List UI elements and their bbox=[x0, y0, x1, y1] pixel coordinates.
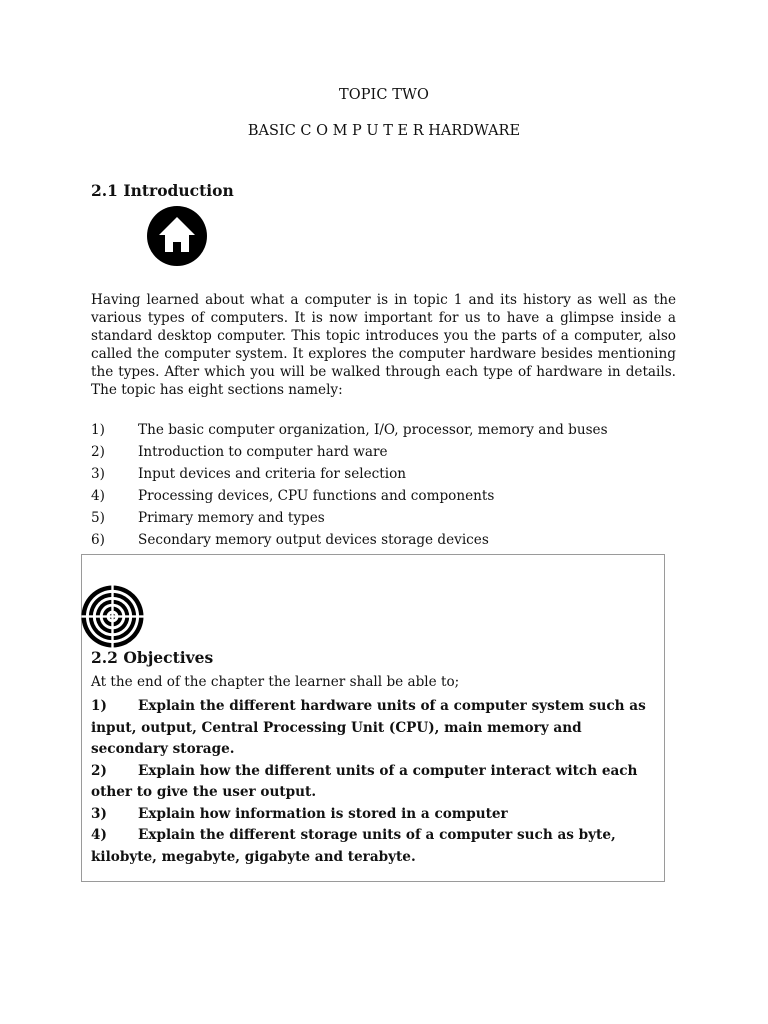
sections-list bbox=[91, 421, 676, 553]
list-item bbox=[91, 465, 676, 487]
target-icon bbox=[81, 585, 144, 648]
objectives-heading: 2.2 Objectives bbox=[91, 648, 214, 667]
list-item bbox=[91, 443, 676, 465]
list-item bbox=[91, 509, 676, 531]
list-item bbox=[91, 825, 656, 868]
list-item bbox=[91, 696, 656, 761]
list-item-number: 4) bbox=[91, 827, 107, 843]
page-subtitle: BASIC C O M P U T E R HARDWARE bbox=[247, 123, 521, 139]
list-item-text: Processing devices, CPU functions and components bbox=[138, 488, 495, 504]
list-item bbox=[91, 761, 656, 804]
home-icon bbox=[146, 205, 208, 267]
list-item bbox=[91, 487, 676, 509]
list-item-text: Secondary memory output devices storage devices bbox=[138, 532, 489, 548]
list-item-text: Input devices and criteria for selection bbox=[138, 466, 407, 482]
introduction-paragraph: Having learned about what a computer is in topic 1 and its history as well as the various types of computers. It is now important for us to have a glimpse inside a standard desktop computer. This topic introduces you the parts of a computer, also called the computer system. It explores the computer hardware besides mentioning the types. After which you will be walked through each type of hardware in details. The topic has eight sections namely: bbox=[91, 292, 676, 398]
objectives-intro: At the end of the chapter the learner shall be able to; bbox=[91, 674, 460, 690]
page-title: TOPIC TWO bbox=[338, 87, 430, 103]
list-item-text: Explain the different hardware units of a computer system such as input, output, Central Processing Unit (CPU), main memory and secondary storage. bbox=[91, 698, 646, 757]
list-item-number: 1) bbox=[91, 422, 105, 438]
list-item-text: Explain the different storage units of a computer such as byte, kilobyte, megabyte, gigabyte and terabyte. bbox=[91, 827, 616, 865]
list-item bbox=[91, 531, 676, 553]
list-item-number: 4) bbox=[91, 488, 105, 504]
list-item-text: Explain how information is stored in a computer bbox=[138, 805, 508, 822]
list-item-number: 3) bbox=[91, 805, 107, 822]
list-item-number: 6) bbox=[91, 532, 105, 548]
list-item-number: 2) bbox=[91, 444, 105, 460]
list-item-number: 5) bbox=[91, 510, 105, 526]
list-item-text: Introduction to computer hard ware bbox=[138, 444, 388, 460]
list-item-text: The basic computer organization, I/O, processor, memory and buses bbox=[138, 422, 608, 438]
list-item-text: Explain how the different units of a computer interact witch each other to give the user output. bbox=[91, 762, 638, 800]
list-item bbox=[91, 421, 676, 443]
introduction-heading: 2.1 Introduction bbox=[91, 181, 234, 200]
list-item-number: 2) bbox=[91, 762, 107, 779]
list-item-number: 3) bbox=[91, 466, 105, 482]
objectives-list bbox=[91, 696, 656, 868]
list-item-number: 1) bbox=[91, 698, 107, 714]
list-item-text: Primary memory and types bbox=[138, 510, 325, 526]
list-item bbox=[91, 804, 656, 826]
